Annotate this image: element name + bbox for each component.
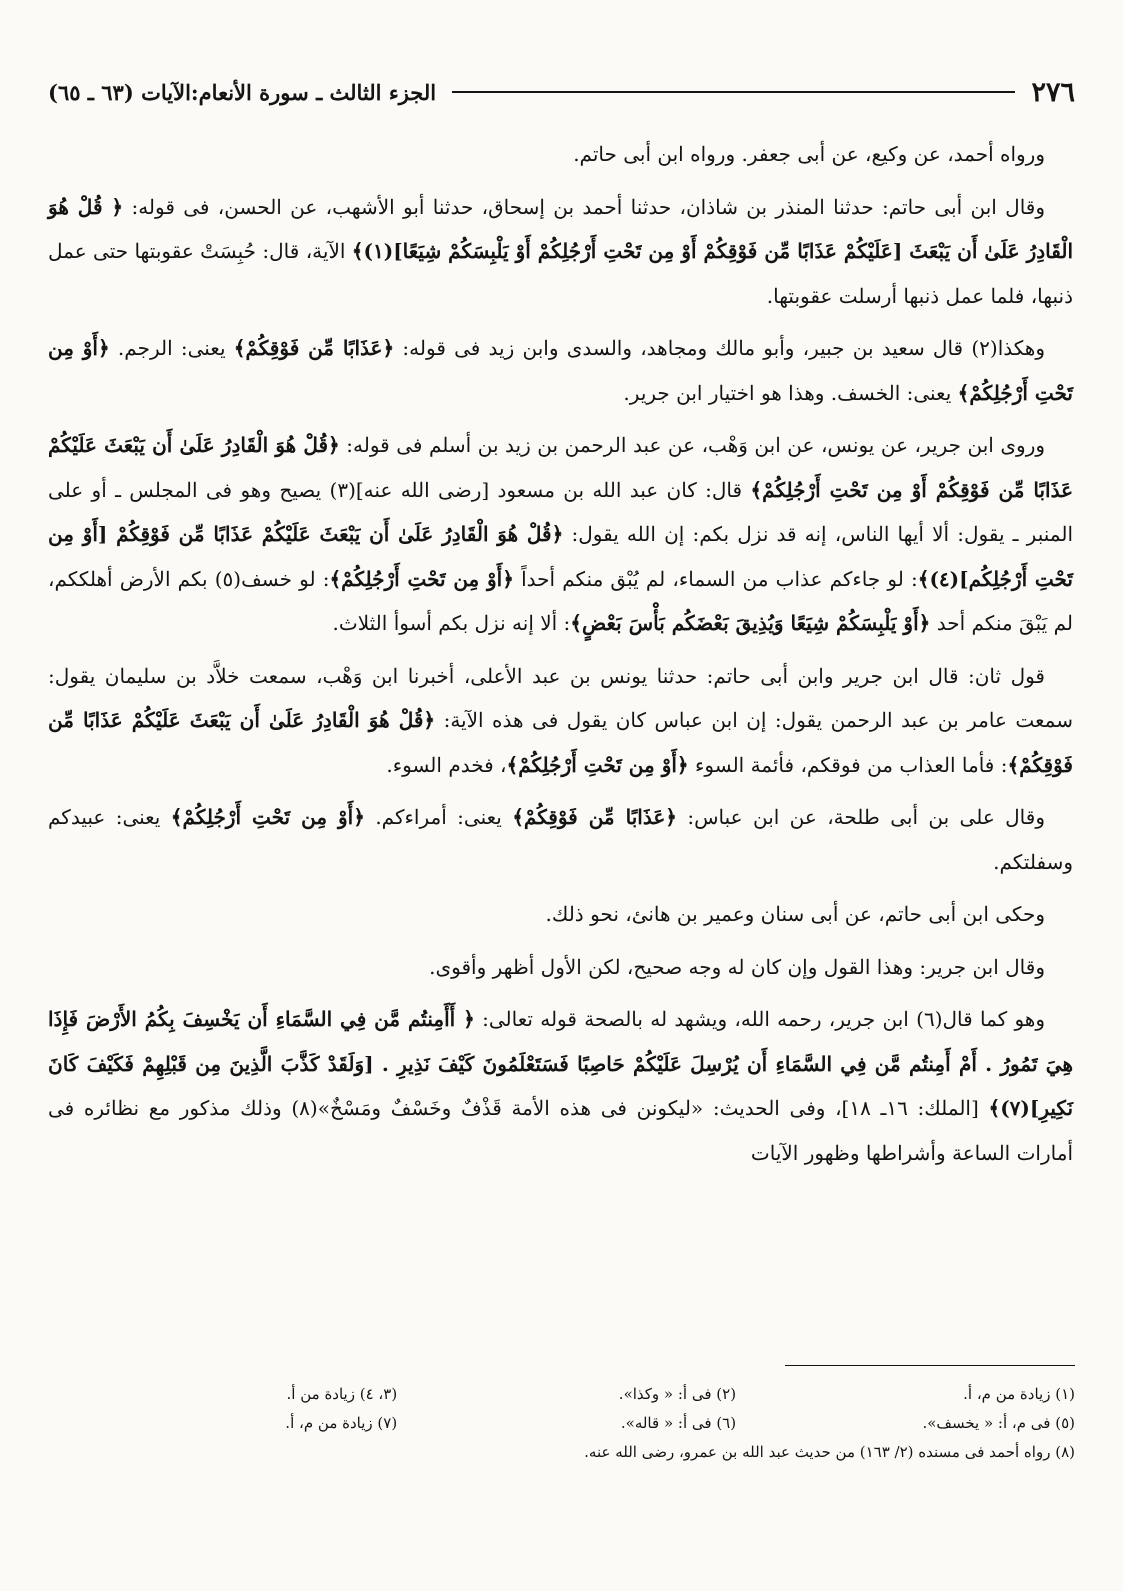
text-run: [الملك: ١٦ـ ١٨]، وفى الحديث: «ليكونن فى هذه الأمة قَذْفٌ وخَسْفٌ ومَسْخٌ»(٨) وذلك مذكور مع نظائره فى أمارات الساعة وأشراطها وظهور الآيات <box>48 1096 1073 1165</box>
text-run: الآية، قال: حُبِسَتْ عقوبتها حتى عمل ذنبها، فلما عمل ذنبها أرسلت عقوبتها. <box>48 239 1073 308</box>
quran-quote: ﴿أَوْ مِن تَحْتِ أَرْجُلِكُمْ﴾ <box>506 752 689 777</box>
text-run: وقال ابن جرير: وهذا القول وإن كان له وجه صحيح، لكن الأول أظهر وأقوى. <box>429 954 1045 979</box>
text-run: وقال على بن أبى طلحة، عن ابن عباس: <box>677 805 1045 829</box>
quran-quote: ﴿قُلْ هُوَ الْقَادِرُ عَلَىٰ أَن يَبْعَثَ عَلَيْكُمْ عَذَابًا مِّن فَوْقِكُمْ [أَوْ مِن تَحْتِ أَرْجُلِكُم](٤)﴾ <box>48 522 1073 591</box>
footnote-row <box>48 1409 1075 1438</box>
footnote: (٨) رواه أحمد فى مسنده (٢/ ١٦٣) من حديث عبد الله بن عمرو، رضى الله عنه. <box>584 1443 1075 1461</box>
text-run: يعنى: أمراءكم. <box>364 805 513 829</box>
text-run: : لو جاءكم عذاب من السماء، لم يُبْق منكم أحداً <box>513 566 918 591</box>
footnotes <box>48 1380 1075 1467</box>
quran-quote: ﴿أَوْ مِن تَحْتِ أَرْجُلِكُمْ﴾ <box>170 805 365 829</box>
body-text <box>48 132 1073 1183</box>
paragraph <box>48 423 1073 646</box>
footnote: (٢) فى أ: « وكذا». <box>618 1385 737 1403</box>
quran-quote: ﴿أَوْ مِن تَحْتِ أَرْجُلِكُمْ﴾ <box>329 566 514 591</box>
quran-quote: ﴿عَذَابًا مِّن فَوْقِكُمْ﴾ <box>233 336 395 360</box>
text-run: وهكذا(٢) قال سعيد بن جبير، وأبو مالك ومجاهد، والسدى وابن زيد فى قوله: <box>394 336 1045 360</box>
paragraph <box>48 945 1073 990</box>
footnote: (٦) فى أ: « قاله». <box>620 1414 737 1432</box>
quran-quote: ﴿قُلْ هُوَ الْقَادِرُ عَلَىٰ أَن يَبْعَثَ عَلَيْكُمْ عَذَابًا مِّن فَوْقِكُمْ﴾ <box>48 708 1073 777</box>
quran-quote: ﴿ قُلْ هُوَ الْقَادِرُ عَلَىٰ أَن يَبْعَثَ [عَلَيْكُمْ عَذَابًا مِّن فَوْقِكُمْ أَوْ مِن تَحْتِ أَرْجُلِكُمْ أَوْ يَلْبِسَكُمْ شِيَعًا](١)﴾ <box>48 194 1074 263</box>
footnote: (١) زيادة من م، أ. <box>963 1385 1075 1403</box>
text-run: وحكى ابن أبى حاتم، عن أبى سنان وعمير بن هانئ، نحو ذلك. <box>545 902 1045 926</box>
text-run: وروى ابن جرير، عن يونس، عن ابن وَهْب، عن عبد الرحمن بن زيد بن أسلم فى قوله: <box>339 433 1046 457</box>
footnote: (٣، ٤) زيادة من أ. <box>286 1385 398 1403</box>
text-run: ، فخدم السوء. <box>386 752 507 777</box>
header-rule <box>452 91 1015 93</box>
footnote-rule <box>785 1365 1075 1366</box>
quran-quote: ﴿قُلْ هُوَ الْقَادِرُ عَلَىٰ أَن يَبْعَثَ عَلَيْكُمْ عَذَابًا مِّن فَوْقِكُمْ أَوْ مِن تَحْتِ أَرْجُلِكُمْ﴾ <box>48 433 1074 502</box>
footnote: (٥) فى م، أ: « يخسف». <box>922 1414 1075 1432</box>
quran-quote: ﴿عَذَابًا مِّن فَوْقِكُمْ﴾ <box>512 805 677 829</box>
text-run: يعنى: الرجم. <box>109 336 234 360</box>
paragraph <box>48 997 1073 1175</box>
paragraph <box>48 795 1073 884</box>
footnote-row <box>48 1380 1075 1409</box>
text-run: قال: كان عبد الله بن مسعود [رضى الله عنه](٣) يصيح وهو فى المجلس ـ أو على المنبر ـ يقول: ألا أيها الناس، إنه قد نزل بكم: إن الله يقول: <box>48 477 1073 546</box>
text-run: قول ثان: قال ابن جرير وابن أبى حاتم: حدثنا يونس بن عبد الأعلى، أخبرنا ابن وَهْب، سمعت خلاَّد بن سليمان يقول: سمعت عامر بن عبد الرحمن يقول: إن ابن عباس كان يقول فى هذه الآية: <box>48 663 1073 732</box>
text-run: : ألا إنه نزل بكم أسوأ الثلاث. <box>332 611 571 635</box>
paragraph <box>48 185 1073 319</box>
page-number: ٢٧٦ <box>1031 76 1075 108</box>
quran-quote: ﴿أَوْ مِن تَحْتِ أَرْجُلِكُمْ﴾ <box>48 336 1073 405</box>
paragraph <box>48 132 1073 177</box>
running-title: الجزء الثالث ـ سورة الأنعام:الآيات (٦٣ ـ ٦٥) <box>48 79 437 105</box>
text-run: : لو خسف(٥) بكم الأرض أهلككم، لم يَبْقَ منكم أحد <box>48 566 1073 635</box>
text-run: : فأما العذاب من فوقكم، فأئمة السوء <box>688 752 1008 777</box>
paragraph <box>48 654 1073 788</box>
quran-quote: ﴿أَوْ يَلْبِسَكُمْ شِيَعًا وَيُذِيقَ بَعْضَكُم بَأْسَ بَعْضٍ﴾ <box>570 611 931 635</box>
page-header <box>48 72 1075 112</box>
paragraph <box>48 326 1073 415</box>
text-run: يعنى: الخسف. وهذا هو اختيار ابن جرير. <box>623 380 958 405</box>
paragraph <box>48 892 1073 937</box>
text-run: وقال ابن أبى حاتم: حدثنا المنذر بن شاذان، حدثنا أحمد بن إسحاق، حدثنا أبو الأشهب، عن الحسن، فى قوله: <box>123 194 1046 219</box>
text-run: وهو كما قال(٦) ابن جرير، رحمه الله، ويشهد له بالصحة قوله تعالى: <box>474 1007 1045 1031</box>
quran-quote: ﴿ أَأَمِنتُم مَّن فِي السَّمَاءِ أَن يَخْسِفَ بِكُمُ الأَرْضَ فَإِذَا هِيَ تَمُورُ . أَمْ أَمِنتُم مَّن فِي السَّمَاءِ أَن يُرْسِلَ عَلَيْكُمْ حَاصِبًا فَسَتَعْلَمُونَ كَيْفَ نَذِيرِ . [وَلَقَدْ كَذَّبَ الَّذِينَ مِن قَبْلِهِمْ فَكَيْفَ كَانَ نَكِيرِ](٧)﴾ <box>48 1007 1074 1120</box>
footnote: (٧) زيادة من م، أ. <box>285 1414 398 1432</box>
text-run: يعنى: عبيدكم وسفلتكم. <box>48 805 1073 874</box>
text-run: ورواه أحمد، عن وكيع، عن أبى جعفر. ورواه ابن أبى حاتم. <box>573 142 1045 166</box>
